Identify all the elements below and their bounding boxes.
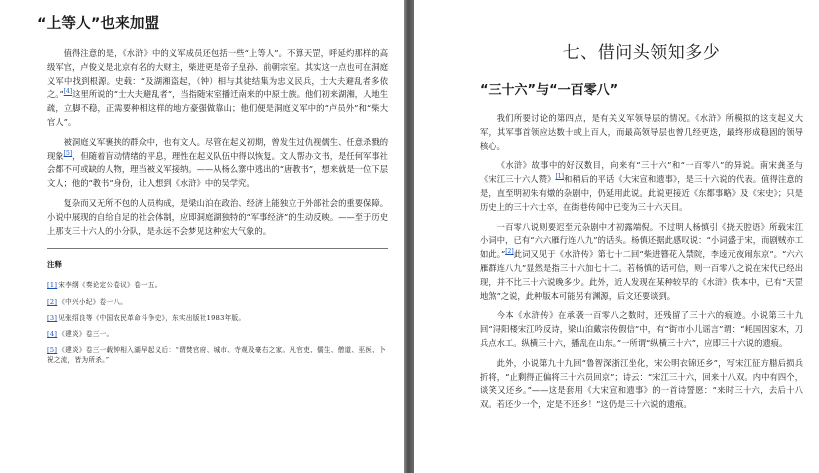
note-item (47, 297, 388, 307)
paragraph-text: 今本《水浒传》在承袭一百零八之数时，还残留了三十六的痕迹。小说第三十九回“浔阳楼宋江吟反诗，梁山泊戴宗传假信”中，有“街市小儿谣言”谓：“耗国因家木，刀兵点水工。纵横三十六，播乱在山东。”一所谓“纵横三十六”，应即三十六说的遗痕。 (480, 310, 803, 348)
paragraph-text: 值得注意的是，《水浒》中的义军成员还包括一些“上等人”。不算天罡，呼延灼那样的高级军官，卢俊义是北京有名的大财主，柴进更是帝子皇孙、前朝宗室。其实这一点也可在洞庭义军中找到根源。史载：“及湖湘盗起，（钟）相与其徒结集为忠义民兵，士大夫避乱者多依之。” (47, 48, 388, 100)
note-ref-link[interactable]: [5] (47, 346, 58, 355)
paragraph (480, 221, 803, 304)
paragraph (480, 357, 803, 412)
footnote-link[interactable]: [4] (63, 88, 73, 96)
note-item (47, 329, 388, 339)
notes-title: 注释 (47, 260, 62, 270)
note-ref-link[interactable]: [1] (47, 281, 58, 290)
paragraph-text: 此外，小说第九十九回“鲁智深浙江坐化，宋公明衣锦还乡”，写宋江征方腊后损兵折将，“止剩得正偏将三十六员回京”；诗云：“宋江三十六，回来十八双。内中有四个，谈笑又还乡。”——这是套用《大宋宣和遗事》的一首诗誓愿：“来时三十六，去后十八双。若还少一个，定是不还乡！”这仍是三十六说的遗痕。 (480, 357, 803, 410)
subsection-title: “三十六”与“一百零八” (480, 83, 619, 98)
paragraph-text: 复杂而又无所不包的人员构成，是梁山泊在政治、经济上能独立于外部社会的重要保障。小说中展现的自给自足的社会体制，应即洞庭湖独特的“军事经济”的生动反映。——至于历史上那支三十六人的小分队，是永远不会梦见这种宏大气象的。 (47, 197, 388, 236)
footnote-link[interactable]: [1] (555, 173, 564, 181)
note-text: 见张绍良等《中国农民革命斗争史》，东实出版社1983年版。 (58, 313, 246, 322)
section-title: “上等人”也来加盟 (37, 16, 160, 32)
paragraph (480, 159, 803, 214)
paragraph (480, 112, 803, 153)
paragraph-text: 被洞庭义军裹挟的群众中，也有文人。尽管在起义初期，曾发生过仇视儒生、任意杀戮的现象 (47, 136, 388, 161)
footnote-link[interactable]: [5] (63, 149, 73, 157)
right-page (414, 0, 819, 473)
paragraph-text: 和稍后的平话《大宋宣和遗事》，是三十六说的代表。值得注意的是，直至明初朱有燉的杂剧中，仍延用此说。此说更接近《东都事略》及《宋史》；只是历史上的三十六士卒，在街巷传闻中已变为三十六天目。 (480, 174, 803, 212)
notes-divider (47, 248, 388, 249)
paragraph (47, 47, 388, 130)
chapter-title: 七、借问头领知多少 (562, 43, 721, 63)
paragraph-text: 此词又见于《水浒传》第七十二回“柴进簪花入禁院，李逵元夜闹东京”。“六六雁群连八九”显然是指三十六加七十二。若杨慎的话可信，则一百零八之说在宋代已经出现，并不比三十六说晚多少。此外，近人发现在某种较早的《水浒》佚本中，已有“天罡地煞”之说，此种版本可能另有渊源，后文还要谈到。 (480, 249, 803, 301)
footnote-link[interactable]: [2] (505, 248, 514, 256)
note-item (47, 313, 388, 323)
note-text: 《中兴小纪》卷一八。 (58, 297, 128, 306)
paragraph-text: 我们所要讨论的第四点，是有关义军领导层的情况。《水浒》所模拟的这支起义大军，其军事首领应达数十或上百人，而最高领导层也曾几经更迭，最终形成稳固的领导核心。 (480, 113, 803, 151)
paragraph (480, 309, 803, 350)
paragraph-text: 一百零八说则要迟至元杂剧中才初露端倪。不过明人杨慎引《挠天腔语》所载宋江小词中，已有“六六雁行连八九”的话头。杨慎还据此感叹说：“小词盛于宋，而剧贼亦工如此。” (480, 221, 803, 260)
note-text: 宋李纲《奏论定公卷议》卷一五。 (58, 281, 162, 290)
page-gutter (404, 0, 414, 473)
note-text: 《建炎》卷三一载钟相入湖早起义后：“谓焚官府、城市、寺观及豪右之家。凡官吏、儒生、僧道、巫医、卜祝之流，皆为所杀。” (47, 346, 386, 365)
note-item (47, 280, 388, 290)
paragraph (47, 197, 388, 238)
paragraph (47, 136, 388, 191)
note-ref-link[interactable]: [2] (47, 297, 58, 306)
paragraph-text: ，但随着盲动情绪的平息，理性在起义队伍中得以恢复。文人帮办文书，是任何军事社会都不可或缺的人物，理当被义军接纳。——从杨么寨中逃出的“唐教书”，想来就是一位下层文人；他的“教书”身份，让人想到《水浒》中的吴学究。 (47, 150, 388, 189)
note-ref-link[interactable]: [3] (47, 313, 58, 322)
paragraph-text: 这里所说的“士大夫避乱者”，当指随宋室播迁南来的中原士族。他们初来湖湘，人地生疏，立脚不稳，正需要种相这样的地方豪强做靠山；他们便是洞庭义军中的“卢员外”和“柴大官人”。 (47, 89, 388, 127)
paragraph-text: 《水浒》故事中的好汉数目，向来有“三十六”和“一百零八”的异说。南宋龚圣与《宋江三十六人赞》 (480, 160, 803, 185)
left-page (0, 0, 404, 473)
note-ref-link[interactable]: [4] (47, 329, 58, 338)
note-item (47, 345, 388, 365)
note-text: 《建炎》卷三一。 (58, 329, 114, 338)
